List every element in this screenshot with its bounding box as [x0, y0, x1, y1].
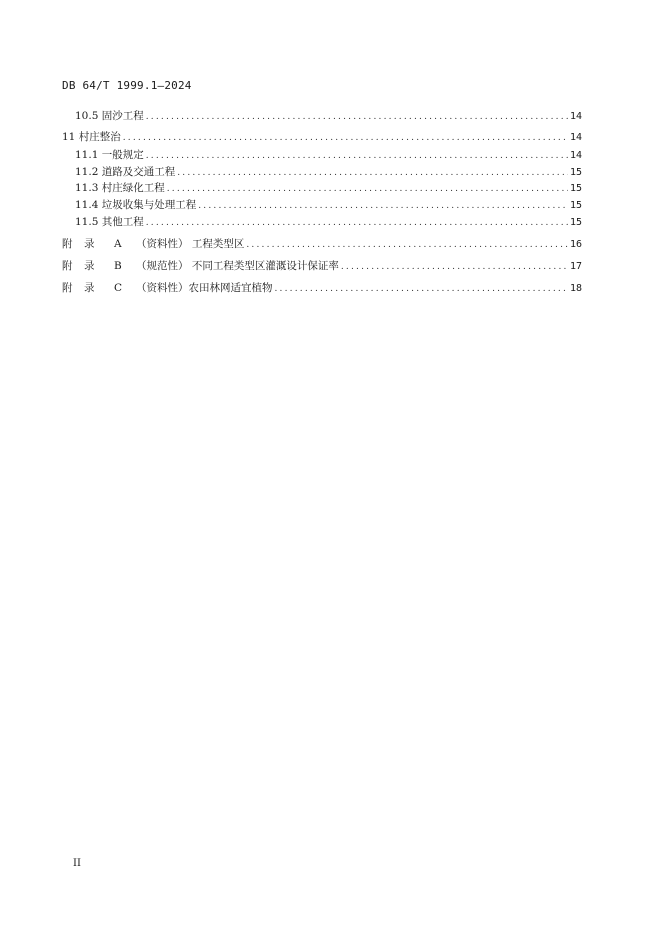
appendix-label-char2: 录	[84, 238, 95, 250]
toc-entry-title: 11.1 一般规定	[75, 149, 144, 161]
toc-appendix-title	[62, 236, 246, 252]
appendix-label-char2: 录	[84, 260, 95, 272]
appendix-label-char1: 附	[62, 282, 73, 294]
toc-entry-title: 11.5 其他工程	[75, 216, 144, 228]
toc-entry-page: 15	[569, 200, 582, 211]
appendix-letter: B	[114, 260, 122, 272]
toc-entry-title: 11.4 垃圾收集与处理工程	[75, 199, 197, 211]
toc-entry[interactable]	[62, 197, 582, 213]
toc-entry[interactable]	[62, 180, 582, 196]
toc-entry-page: 18	[569, 283, 582, 294]
toc-entry-page: 15	[569, 167, 582, 178]
appendix-nature: （资料性）	[136, 238, 189, 250]
toc-entry[interactable]	[62, 108, 582, 124]
toc-entry-title: 11.3 村庄绿化工程	[75, 182, 165, 194]
toc-leader-dots	[167, 181, 568, 197]
toc-leader-dots	[198, 198, 568, 214]
toc-entry-page: 16	[569, 239, 582, 250]
appendix-name: 不同工程类型区灌溉设计保证率	[191, 260, 339, 272]
toc-entry-title: 10.5 固沙工程	[75, 110, 144, 122]
toc-leader-dots	[146, 215, 568, 231]
toc-leader-dots	[246, 237, 568, 253]
appendix-label-char1: 附	[62, 238, 73, 250]
toc-entry-title: 11.2 道路及交通工程	[75, 166, 176, 178]
toc-appendix-title	[62, 258, 341, 274]
appendix-label-char1: 附	[62, 260, 73, 272]
toc-leader-dots	[177, 165, 568, 181]
toc-appendix-entry[interactable]	[62, 280, 582, 296]
appendix-nature: （资料性）	[136, 282, 189, 294]
toc-entry[interactable]	[62, 214, 582, 230]
toc-leader-dots	[146, 148, 568, 164]
toc-leader-dots	[123, 130, 568, 146]
toc-entry-page: 15	[569, 183, 582, 194]
appendix-letter: A	[114, 238, 122, 250]
toc-leader-dots	[341, 259, 568, 275]
appendix-letter: C	[114, 282, 123, 294]
appendix-name: 工程类型区	[191, 238, 245, 250]
toc-entry-page: 14	[569, 111, 582, 122]
toc-appendix-title	[62, 280, 275, 296]
toc-entry-page: 17	[569, 261, 582, 272]
appendix-nature: （规范性）	[136, 260, 189, 272]
toc-entry-page: 14	[569, 150, 582, 161]
toc-entry-page: 15	[569, 217, 582, 228]
toc-appendix-entry[interactable]	[62, 258, 582, 274]
toc-entry[interactable]	[62, 147, 582, 163]
toc-entry[interactable]	[62, 129, 582, 145]
toc-leader-dots	[146, 109, 568, 125]
toc-entry[interactable]	[62, 164, 582, 180]
toc-leader-dots	[275, 281, 568, 297]
document-code-header: DB 64/T 1999.1—2024	[62, 79, 192, 92]
appendix-name: 农田林网适宜植物	[188, 282, 273, 294]
toc-entry-title: 11 村庄整治	[62, 131, 121, 143]
toc-appendix-entry[interactable]	[62, 236, 582, 252]
toc-entry-page: 14	[569, 132, 582, 143]
page-number: II	[73, 858, 81, 869]
appendix-label-char2: 录	[84, 282, 95, 294]
